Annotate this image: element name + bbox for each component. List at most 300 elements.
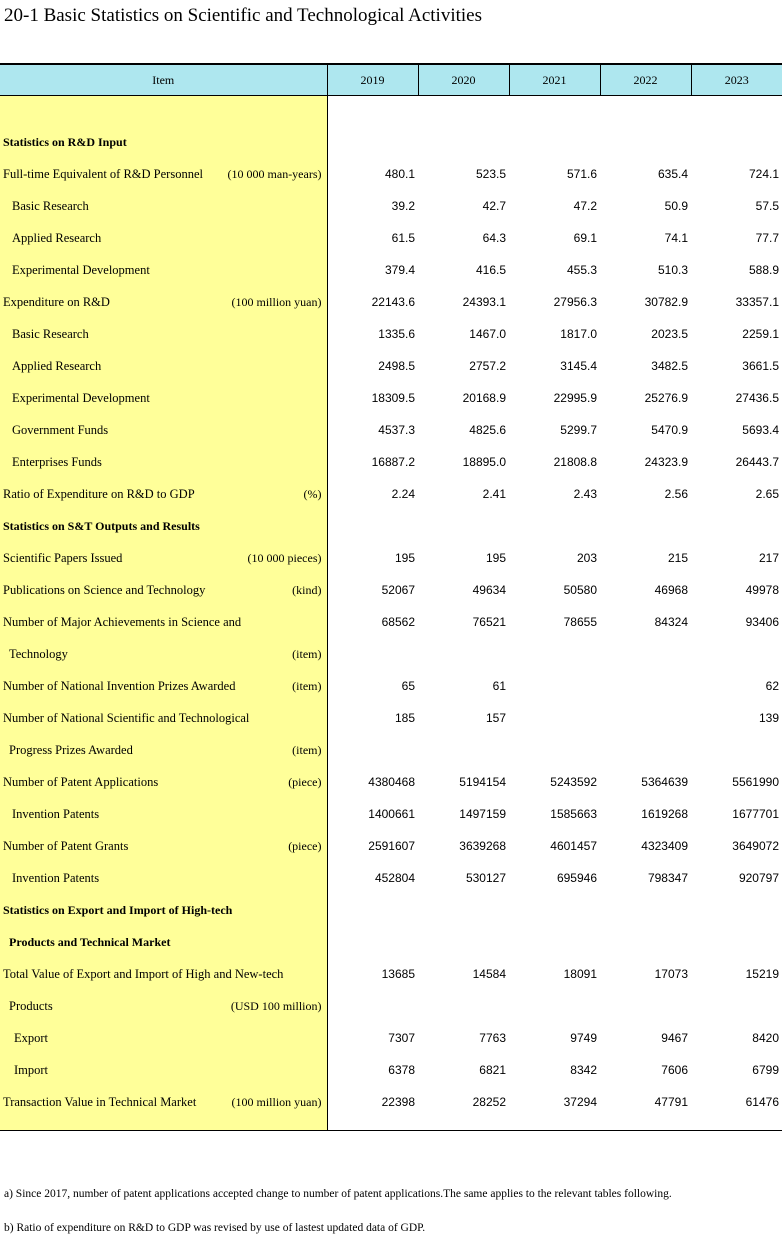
value-cell: 52067 — [381, 583, 415, 597]
item-cell — [0, 542, 327, 574]
item-unit: (piece) — [288, 838, 322, 853]
year-column-header: 2022 — [600, 64, 691, 96]
item-cell — [0, 798, 327, 830]
value-cell: 33357.1 — [735, 295, 779, 309]
value-cell — [600, 638, 691, 670]
value-cell: 57.5 — [755, 199, 779, 213]
value-cell: 5364639 — [641, 775, 688, 789]
value-cell: 4601457 — [550, 839, 597, 853]
value-cell: 21808.8 — [553, 455, 597, 469]
value-cell: 61 — [492, 679, 506, 693]
value-cell: 1817.0 — [560, 327, 597, 341]
item-cell — [0, 96, 327, 127]
value-cell: 3145.4 — [560, 359, 597, 373]
item-label: Applied Research — [12, 230, 102, 245]
value-cell: 920797 — [738, 871, 779, 885]
item-cell — [0, 190, 327, 222]
item-label: Number of National Scientific and Technological — [3, 710, 250, 725]
item-cell — [0, 990, 327, 1022]
table-row — [0, 126, 782, 158]
value-cell — [418, 510, 509, 542]
item-label-wrap — [0, 391, 327, 406]
table-row — [0, 702, 782, 734]
table-row — [0, 798, 782, 830]
item-column-header: Item — [0, 64, 327, 96]
footnote-b: b) Ratio of expenditure on R&D to GDP was revised by use of lastest updated data of GDP. — [4, 1222, 426, 1234]
value-cell: 24323.9 — [644, 455, 688, 469]
item-label-wrap — [0, 423, 327, 438]
item-unit: (item) — [292, 742, 322, 757]
year-column-header: 2021 — [509, 64, 600, 96]
item-label: Statistics on R&D Input — [3, 134, 127, 149]
value-cell: 215 — [667, 551, 688, 565]
value-cell: 7763 — [479, 1031, 506, 1045]
value-cell: 61476 — [745, 1095, 779, 1109]
item-label-wrap — [0, 999, 327, 1014]
value-cell: 523.5 — [475, 167, 506, 181]
item-label: Scientific Papers Issued — [3, 550, 123, 565]
value-cell: 6799 — [752, 1063, 779, 1077]
value-cell — [691, 126, 782, 158]
item-cell — [0, 958, 327, 990]
value-cell — [327, 894, 418, 926]
item-label: Applied Research — [12, 358, 102, 373]
item-label-wrap — [0, 1031, 327, 1046]
value-cell: 77.7 — [755, 231, 779, 245]
value-cell: 2.41 — [482, 487, 506, 501]
value-cell: 1467.0 — [469, 327, 506, 341]
value-cell: 2259.1 — [742, 327, 779, 341]
value-cell: 42.7 — [482, 199, 506, 213]
item-label: Products and Technical Market — [9, 934, 171, 949]
value-cell: 6821 — [479, 1063, 506, 1077]
spacer-cell — [600, 96, 691, 127]
item-label-wrap — [0, 199, 327, 214]
value-cell: 5470.9 — [651, 423, 688, 437]
item-unit: (item) — [292, 678, 322, 693]
value-cell: 3639268 — [459, 839, 506, 853]
table-row — [0, 350, 782, 382]
item-label-wrap — [0, 487, 327, 502]
item-label-wrap — [0, 615, 327, 630]
spacer-cell — [327, 96, 418, 127]
item-cell — [0, 446, 327, 478]
spacer-cell — [509, 96, 600, 127]
table-row — [0, 958, 782, 990]
item-cell — [0, 222, 327, 254]
value-cell: 3661.5 — [742, 359, 779, 373]
value-cell: 18309.5 — [371, 391, 415, 405]
item-label-wrap — [0, 871, 327, 886]
table-row — [0, 318, 782, 350]
item-cell — [0, 606, 327, 638]
value-cell: 14584 — [472, 967, 506, 981]
value-cell: 1400661 — [368, 807, 415, 821]
value-cell: 49634 — [472, 583, 506, 597]
item-label: Experimental Development — [12, 390, 150, 405]
item-label-wrap — [0, 455, 327, 470]
item-label: Technology — [9, 646, 68, 661]
year-column-header: 2023 — [691, 64, 782, 96]
value-cell — [418, 894, 509, 926]
value-cell: 30782.9 — [644, 295, 688, 309]
item-label-wrap — [0, 743, 327, 758]
item-label: Expenditure on R&D — [3, 294, 110, 309]
item-label-wrap — [0, 679, 327, 694]
table-row — [0, 926, 782, 958]
item-label: Invention Patents — [12, 806, 100, 821]
value-cell: 74.1 — [664, 231, 688, 245]
item-label-wrap — [0, 327, 327, 342]
value-cell: 27436.5 — [735, 391, 779, 405]
table-row — [0, 222, 782, 254]
value-cell: 5693.4 — [742, 423, 779, 437]
table-row — [0, 894, 782, 926]
table-row — [0, 254, 782, 286]
table-row — [0, 766, 782, 798]
value-cell — [418, 126, 509, 158]
table-row — [0, 510, 782, 542]
item-cell — [0, 1022, 327, 1054]
item-label: Invention Patents — [12, 870, 100, 885]
item-cell — [0, 510, 327, 542]
value-cell: 1619268 — [641, 807, 688, 821]
value-cell: 3482.5 — [651, 359, 688, 373]
value-cell: 139 — [758, 711, 779, 725]
value-cell — [691, 734, 782, 766]
value-cell: 1677701 — [732, 807, 779, 821]
value-cell — [509, 734, 600, 766]
table-row — [0, 446, 782, 478]
item-label-wrap — [0, 135, 327, 150]
value-cell: 47791 — [654, 1095, 688, 1109]
value-cell: 50.9 — [664, 199, 688, 213]
item-unit: (10 000 man-years) — [227, 166, 322, 181]
item-label: Ratio of Expenditure on R&D to GDP — [3, 486, 195, 501]
value-cell: 695946 — [556, 871, 597, 885]
value-cell: 18895.0 — [462, 455, 506, 469]
value-cell — [327, 126, 418, 158]
item-label: Experimental Development — [12, 262, 150, 277]
item-label-wrap — [0, 711, 327, 726]
value-cell — [691, 990, 782, 1022]
item-label: Number of Major Achievements in Science and — [3, 614, 242, 629]
item-unit: (kind) — [292, 582, 322, 597]
item-label-wrap — [0, 935, 327, 950]
item-cell — [0, 894, 327, 926]
item-label: Products — [9, 998, 53, 1013]
spacer-cell — [691, 96, 782, 127]
year-column-header: 2019 — [327, 64, 418, 96]
item-label-wrap — [0, 775, 327, 790]
value-cell: 20168.9 — [462, 391, 506, 405]
item-label: Publications on Science and Technology — [3, 582, 206, 597]
value-cell: 4537.3 — [378, 423, 415, 437]
value-cell: 7606 — [661, 1063, 688, 1077]
value-cell: 22143.6 — [371, 295, 415, 309]
value-cell: 1585663 — [550, 807, 597, 821]
value-cell: 588.9 — [748, 263, 779, 277]
item-label: Export — [14, 1030, 49, 1045]
value-cell: 65 — [401, 679, 415, 693]
item-label-wrap — [0, 839, 327, 854]
item-label-wrap — [0, 519, 327, 534]
item-cell — [0, 862, 327, 894]
item-cell — [0, 1086, 327, 1118]
item-label: Statistics on S&T Outputs and Results — [3, 518, 200, 533]
value-cell: 217 — [758, 551, 779, 565]
value-cell: 49978 — [745, 583, 779, 597]
value-cell: 69.1 — [573, 231, 597, 245]
value-cell — [327, 510, 418, 542]
value-cell: 13685 — [381, 967, 415, 981]
value-cell: 27956.3 — [553, 295, 597, 309]
value-cell: 8420 — [752, 1031, 779, 1045]
value-cell: 78655 — [563, 615, 597, 629]
item-cell — [0, 126, 327, 158]
item-cell — [0, 830, 327, 862]
value-cell: 4825.6 — [469, 423, 506, 437]
value-cell: 17073 — [654, 967, 688, 981]
item-label: Number of National Invention Prizes Awarded — [3, 678, 236, 693]
item-label-wrap — [0, 807, 327, 822]
value-cell — [327, 926, 418, 958]
value-cell: 2498.5 — [378, 359, 415, 373]
value-cell: 3649072 — [732, 839, 779, 853]
value-cell: 39.2 — [391, 199, 415, 213]
value-cell: 2757.2 — [469, 359, 506, 373]
value-cell — [509, 926, 600, 958]
item-label: Full-time Equivalent of R&D Personnel — [3, 166, 203, 181]
table-row — [0, 606, 782, 638]
value-cell — [600, 126, 691, 158]
footnote-a: a) Since 2017, number of patent applications accepted change to number of patent applications.The same applies to the relevant tables following. — [4, 1188, 672, 1200]
item-label-wrap — [0, 295, 327, 310]
value-cell: 8342 — [570, 1063, 597, 1077]
item-cell — [0, 734, 327, 766]
value-cell: 2591607 — [368, 839, 415, 853]
value-cell — [691, 926, 782, 958]
value-cell: 6378 — [388, 1063, 415, 1077]
item-cell — [0, 158, 327, 190]
value-cell: 530127 — [465, 871, 506, 885]
value-cell: 61.5 — [391, 231, 415, 245]
value-cell: 1497159 — [459, 807, 506, 821]
value-cell: 5194154 — [459, 775, 506, 789]
item-cell — [0, 350, 327, 382]
value-cell: 571.6 — [566, 167, 597, 181]
item-label-wrap — [0, 167, 327, 182]
table-row — [0, 286, 782, 318]
value-cell — [509, 894, 600, 926]
year-column-header: 2020 — [418, 64, 509, 96]
value-cell — [600, 894, 691, 926]
value-cell — [509, 702, 600, 734]
item-label: Basic Research — [12, 198, 89, 213]
table-row — [0, 862, 782, 894]
value-cell: 195 — [394, 551, 415, 565]
item-label: Basic Research — [12, 326, 89, 341]
value-cell: 5299.7 — [560, 423, 597, 437]
table-row — [0, 638, 782, 670]
value-cell: 26443.7 — [735, 455, 779, 469]
value-cell: 64.3 — [482, 231, 506, 245]
value-cell: 28252 — [472, 1095, 506, 1109]
value-cell: 22398 — [381, 1095, 415, 1109]
spacer-row — [0, 96, 782, 127]
item-cell — [0, 1118, 327, 1131]
item-label-wrap — [0, 967, 327, 982]
value-cell: 47.2 — [573, 199, 597, 213]
item-label-wrap — [0, 1063, 327, 1078]
value-cell — [691, 894, 782, 926]
spacer-cell — [600, 1118, 691, 1131]
value-cell: 76521 — [472, 615, 506, 629]
item-label-wrap — [0, 551, 327, 566]
value-cell — [509, 670, 600, 702]
table-row — [0, 414, 782, 446]
item-cell — [0, 478, 327, 510]
item-unit: (piece) — [288, 774, 322, 789]
spacer-cell — [691, 1118, 782, 1131]
table-body — [0, 96, 782, 1131]
value-cell: 510.3 — [657, 263, 688, 277]
value-cell: 9467 — [661, 1031, 688, 1045]
item-label-wrap — [0, 231, 327, 246]
value-cell: 185 — [394, 711, 415, 725]
spacer-cell — [418, 96, 509, 127]
item-cell — [0, 638, 327, 670]
table-row — [0, 1086, 782, 1118]
table-row — [0, 670, 782, 702]
value-cell — [509, 126, 600, 158]
item-label-wrap — [0, 647, 327, 662]
table-row — [0, 158, 782, 190]
spacer-cell — [509, 1118, 600, 1131]
value-cell: 2.56 — [664, 487, 688, 501]
value-cell — [600, 510, 691, 542]
value-cell: 452804 — [374, 871, 415, 885]
item-label: Enterprises Funds — [12, 454, 102, 469]
value-cell: 25276.9 — [644, 391, 688, 405]
value-cell: 379.4 — [384, 263, 415, 277]
value-cell: 24393.1 — [462, 295, 506, 309]
item-label: Government Funds — [12, 422, 109, 437]
value-cell — [509, 510, 600, 542]
value-cell — [600, 702, 691, 734]
value-cell: 50580 — [563, 583, 597, 597]
item-label: Total Value of Export and Import of High and New-tech — [3, 966, 284, 981]
header-row — [0, 64, 782, 96]
value-cell: 84324 — [654, 615, 688, 629]
value-cell: 18091 — [563, 967, 597, 981]
value-cell — [327, 638, 418, 670]
value-cell: 15219 — [745, 967, 779, 981]
value-cell — [418, 990, 509, 1022]
item-label: Number of Patent Applications — [3, 774, 159, 789]
item-label: Import — [14, 1062, 49, 1077]
table-row — [0, 990, 782, 1022]
value-cell — [600, 734, 691, 766]
spacer-cell — [327, 1118, 418, 1131]
value-cell: 2023.5 — [651, 327, 688, 341]
value-cell: 5561990 — [732, 775, 779, 789]
item-label-wrap — [0, 359, 327, 374]
item-cell — [0, 254, 327, 286]
value-cell — [600, 670, 691, 702]
item-unit: (10 000 pieces) — [247, 550, 322, 565]
item-cell — [0, 670, 327, 702]
table-row — [0, 734, 782, 766]
value-cell: 455.3 — [566, 263, 597, 277]
value-cell — [418, 734, 509, 766]
spacer-row — [0, 1118, 782, 1131]
value-cell — [600, 990, 691, 1022]
value-cell: 195 — [485, 551, 506, 565]
value-cell: 203 — [576, 551, 597, 565]
value-cell: 4323409 — [641, 839, 688, 853]
value-cell — [418, 638, 509, 670]
value-cell: 46968 — [654, 583, 688, 597]
item-cell — [0, 414, 327, 446]
value-cell: 480.1 — [384, 167, 415, 181]
table-row — [0, 574, 782, 606]
item-cell — [0, 702, 327, 734]
item-unit: (100 million yuan) — [231, 1094, 322, 1109]
value-cell: 62 — [765, 679, 779, 693]
item-cell — [0, 382, 327, 414]
table-row — [0, 478, 782, 510]
value-cell: 2.65 — [755, 487, 779, 501]
statistics-table — [0, 63, 782, 1131]
value-cell: 7307 — [388, 1031, 415, 1045]
value-cell — [600, 926, 691, 958]
item-label: Transaction Value in Technical Market — [3, 1094, 197, 1109]
value-cell: 4380468 — [368, 775, 415, 789]
value-cell — [327, 734, 418, 766]
value-cell — [418, 926, 509, 958]
item-unit: (item) — [292, 646, 322, 661]
item-cell — [0, 766, 327, 798]
item-cell — [0, 1054, 327, 1086]
value-cell: 2.24 — [391, 487, 415, 501]
item-label: Statistics on Export and Import of High-tech — [3, 902, 233, 917]
item-cell — [0, 286, 327, 318]
value-cell: 9749 — [570, 1031, 597, 1045]
table-row — [0, 1054, 782, 1086]
table-row — [0, 830, 782, 862]
value-cell — [691, 510, 782, 542]
table-row — [0, 542, 782, 574]
item-cell — [0, 574, 327, 606]
item-cell — [0, 926, 327, 958]
item-unit: (%) — [303, 486, 322, 501]
value-cell — [327, 990, 418, 1022]
value-cell: 635.4 — [657, 167, 688, 181]
table-row — [0, 190, 782, 222]
spacer-cell — [418, 1118, 509, 1131]
page-title: 20-1 Basic Statistics on Scientific and Technological Activities — [4, 5, 482, 26]
value-cell: 22995.9 — [553, 391, 597, 405]
value-cell: 2.43 — [573, 487, 597, 501]
item-label: Number of Patent Grants — [3, 838, 129, 853]
value-cell — [509, 990, 600, 1022]
value-cell: 5243592 — [550, 775, 597, 789]
item-unit: (100 million yuan) — [231, 294, 322, 309]
value-cell: 68562 — [381, 615, 415, 629]
value-cell: 37294 — [563, 1095, 597, 1109]
item-cell — [0, 318, 327, 350]
